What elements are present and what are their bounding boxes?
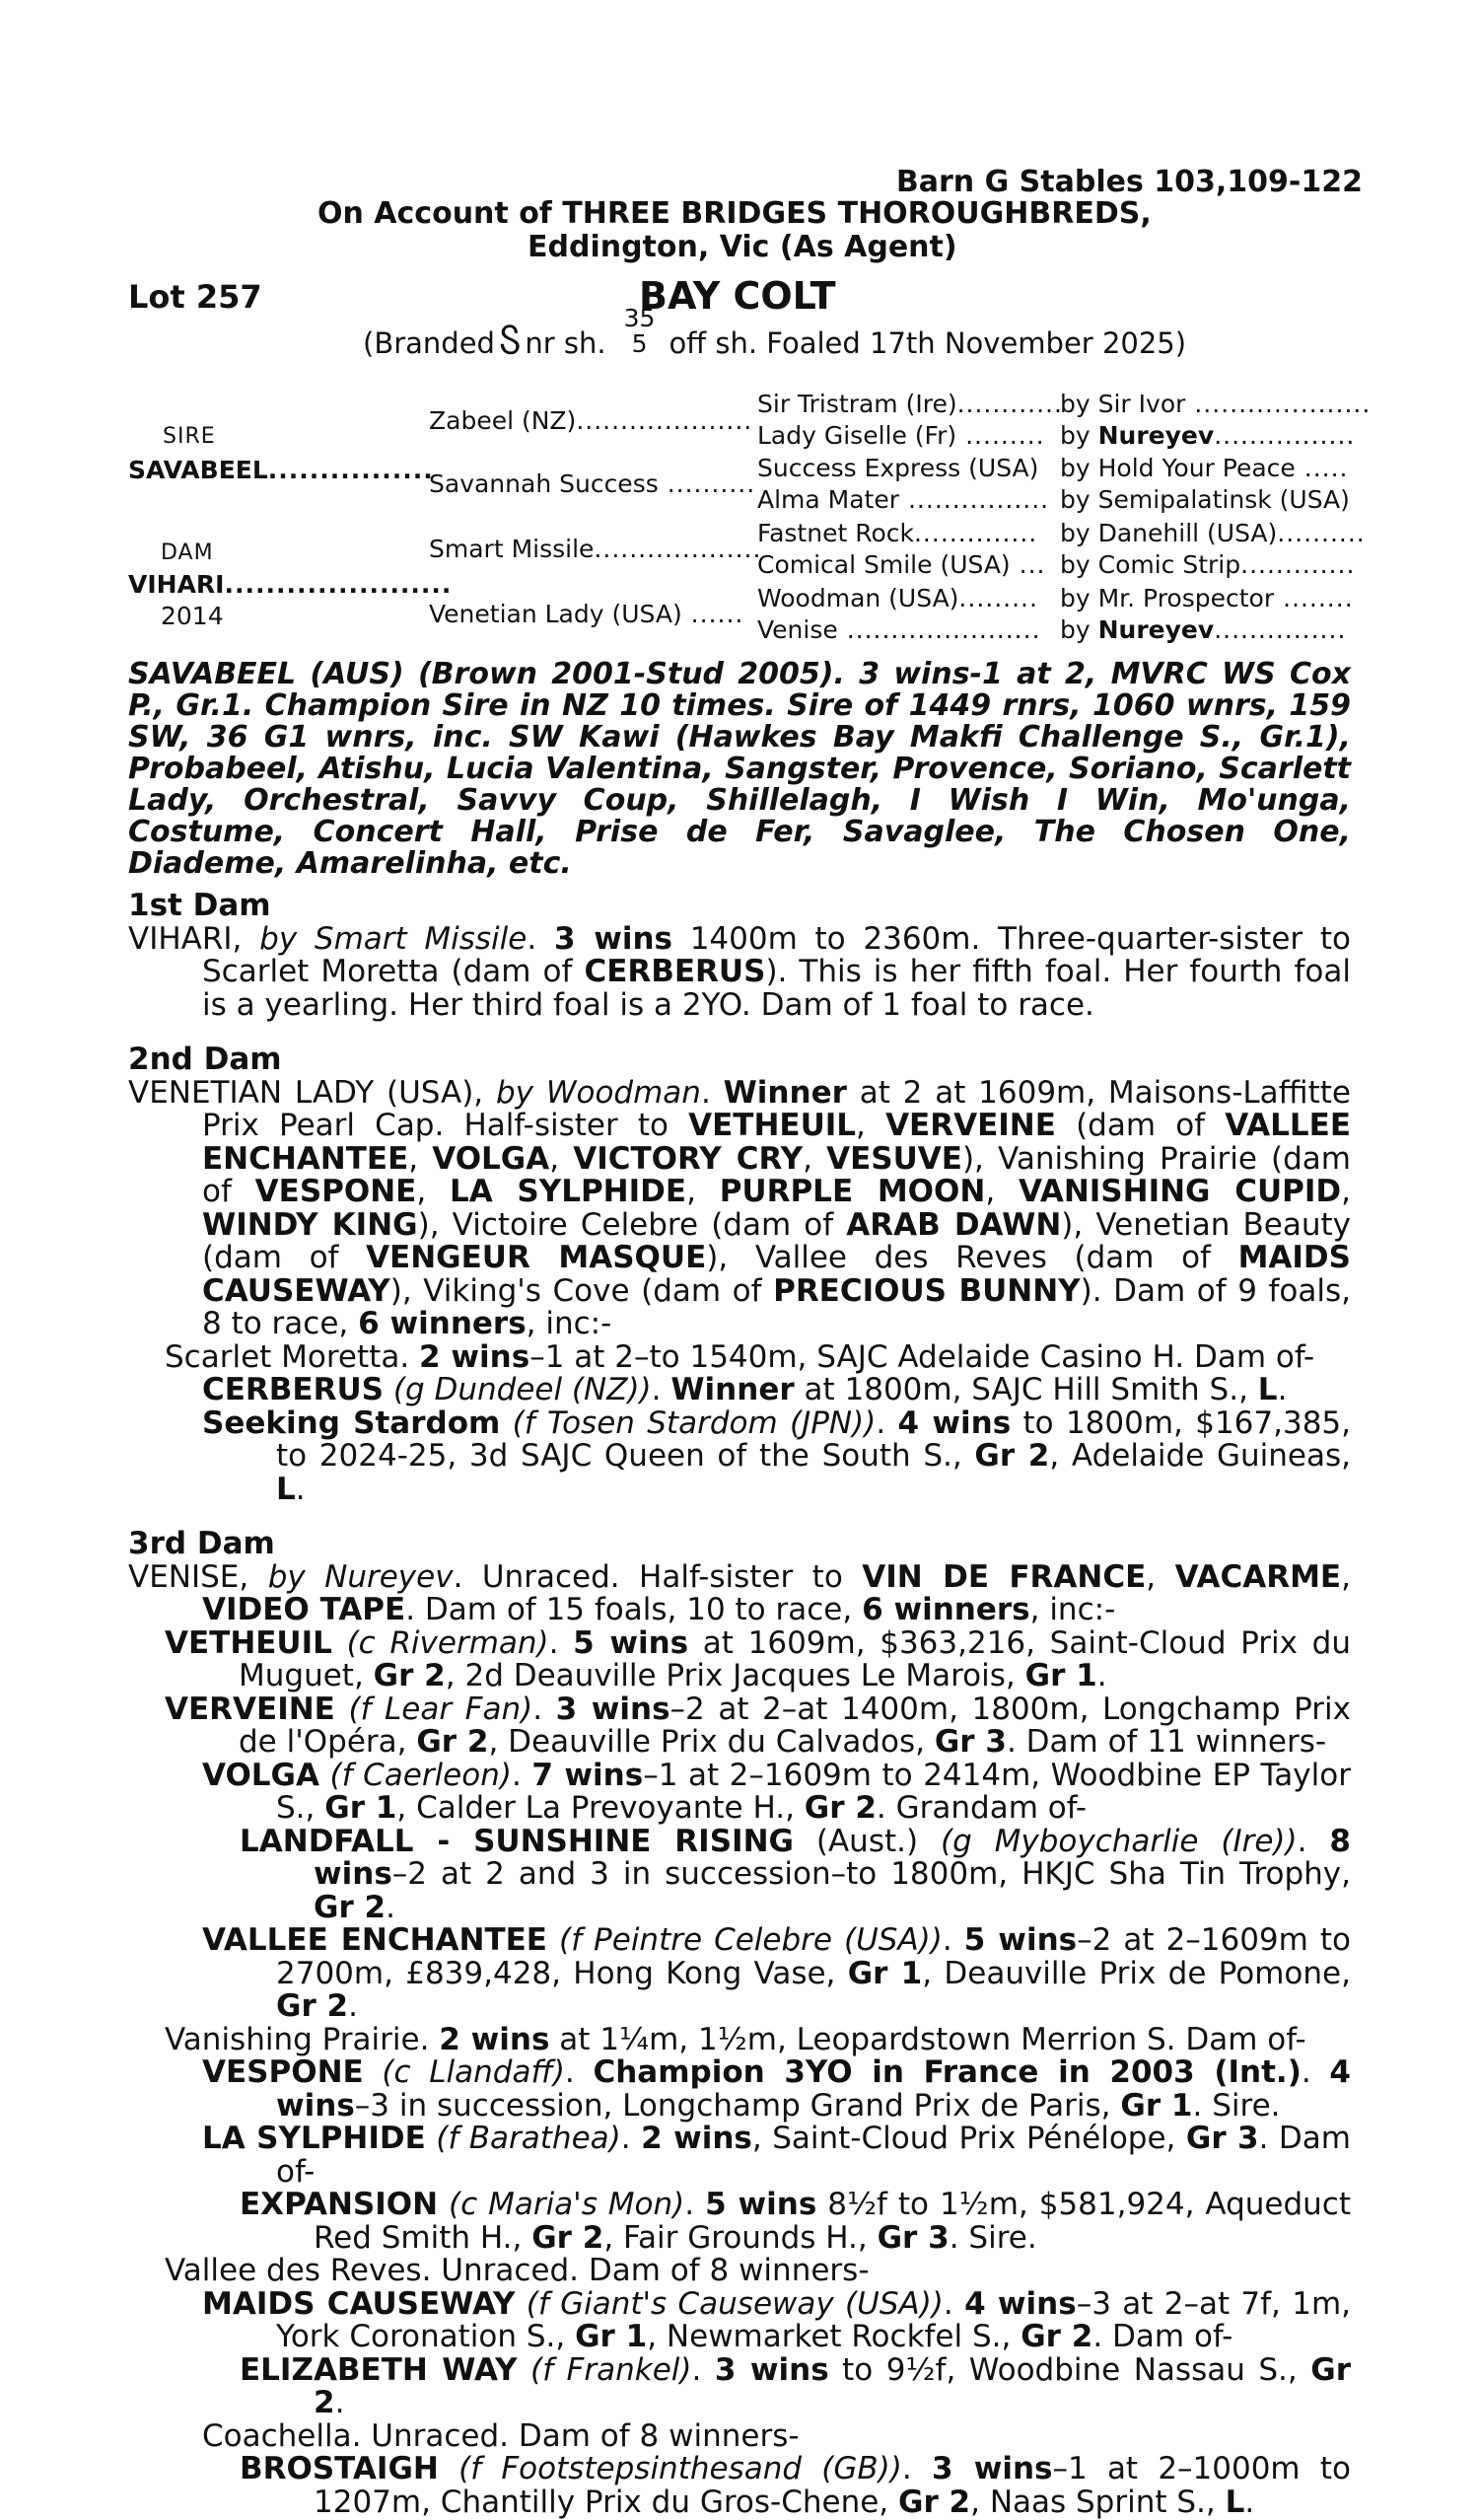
vespone-entry: VESPONE (c Llandaff). Champion 3YO in France in 2003 (Int.). 4 wins–3 in succession, Longchamp Grand Prix de Paris, Gr 1. Sire. xyxy=(202,2054,1351,2124)
first-dam-text: VIHARI, by Smart Missile. 3 wins 1400m to 2360m. Three-quarter-sister to Scarlet Moretta (dam of CERBERUS). This is her fifth foal. Her fourth foal is a yearling. Her third foal is a 2YO. Dam of 1 foal to race. xyxy=(128,920,1352,1023)
cerberus-entry: CERBERUS (g Dundeel (NZ)). Winner at 1800m, SAJC Hill Smith S., L. xyxy=(202,1372,1288,1407)
gen3-5: Fastnet Rock.............. xyxy=(757,519,1038,547)
gen3-6-by: by Comic Strip............. xyxy=(1060,550,1356,579)
sire-summary: SAVABEEL (AUS) (Brown 2001-Stud 2005). 3 wins-1 at 2, MVRC WS Cox P., Gr.1. Champion Sire in NZ 10 times. Sire of 1449 rnrs, 1060 wnrs, 159 SW, 36 G1 wnrs, inc. SW Kawi (Hawkes Bay Makfi Challenge S., Gr.1), Probabeel, Atishu, Lucia Valentina, Sangster, Provence, Soriano, Scarlett Lady, Orchestral, Savvy Coup, Shillelagh, I Wish I Win, Mo'unga, Costume, Concert Hall, Prise de Fer, Savaglee, The Chosen One, Diademe, Amarelinha, etc. xyxy=(128,657,1351,881)
gen3-2: Lady Giselle (Fr) ......... xyxy=(757,421,1045,450)
gen3-8-by: by Nureyev............... xyxy=(1060,615,1347,644)
granddam-sire-side: Savannah Success .......... xyxy=(429,469,756,498)
brand-pre: (Branded xyxy=(363,326,495,360)
gen3-4-by: by Semipalatinsk (USA) xyxy=(1060,485,1350,514)
gen3-3: Success Express (USA) xyxy=(757,454,1039,482)
vendor-location-text: Eddington, Vic (As Agent) xyxy=(528,230,957,264)
brand-mid: nr sh. xyxy=(525,326,606,360)
brand-denominator: 5 xyxy=(631,329,648,358)
brand-line xyxy=(363,304,1187,363)
gen3-7: Woodman (USA)......... xyxy=(757,584,1038,612)
gen3-7-by: by Mr. Prospector ........ xyxy=(1060,584,1354,612)
gen3-5-by: by Danehill (USA).......... xyxy=(1060,519,1366,547)
sire-label: SIRE xyxy=(163,424,216,449)
dam-year: 2014 xyxy=(161,602,224,630)
brand-fraction xyxy=(624,306,656,357)
volga-entry: VOLGA (f Caerleon). 7 wins–1 at 2–1609m to 2414m, Woodbine EP Taylor S., Gr 1, Calder La Prevoyante H., Gr 2. Grandam of- xyxy=(202,1757,1351,1826)
elizabeth-way-entry: ELIZABETH WAY (f Frankel). 3 wins to 9½f, Woodbine Nassau S., Gr 2. xyxy=(240,2351,1351,2420)
catalogue-body xyxy=(128,659,1351,2519)
sire-name: SAVABEEL................ xyxy=(128,456,434,484)
gen3-8: Venise ...................... xyxy=(757,615,1041,644)
lot-number: Lot 257 xyxy=(128,278,262,316)
granddam-dam-side: Venetian Lady (USA) ...... xyxy=(429,600,744,628)
first-dam-heading: 1st Dam xyxy=(128,888,271,923)
third-dam-heading: 3rd Dam xyxy=(128,1526,275,1561)
second-dam-heading: 2nd Dam xyxy=(128,1042,282,1077)
vanishing-prairie-entry: Vanishing Prairie. 2 wins at 1¼m, 1½m, Leopardstown Merrion S. Dam of- xyxy=(165,2021,1306,2057)
gen3-1: Sir Tristram (Ire)............ xyxy=(757,390,1063,418)
brostaigh-entry: BROSTAIGH (f Footstepsinthesand (GB)). 3 wins–1 at 2–1000m to 1207m, Chantilly Prix du Gros-Chene, Gr 2, Naas Sprint S., L. xyxy=(240,2451,1351,2520)
dam-name: VIHARI...................... xyxy=(128,570,453,599)
scarlet-moretta-entry: Scarlet Moretta. 2 wins–1 at 2–to 1540m, SAJC Adelaide Casino H. Dam of- xyxy=(165,1338,1315,1375)
expansion-entry: EXPANSION (c Maria's Mon). 5 wins 8½f to 1½m, $581,924, Aqueduct Red Smith H., Gr 2, Fair Grounds H., Gr 3. Sire. xyxy=(240,2187,1352,2256)
gen3-1-by: by Sir Ivor .................... xyxy=(1060,390,1372,418)
gen3-2-by: by Nureyev................ xyxy=(1060,421,1356,450)
gen3-3-by: by Hold Your Peace ..... xyxy=(1060,454,1349,482)
third-dam-text: VENISE, by Nureyev. Unraced. Half-sister to VIN DE FRANCE, VACARME, VIDEO TAPE. Dam of 15 foals, 10 to race, 6 winners, inc:- xyxy=(128,1558,1351,1627)
vetheuil-entry: VETHEUIL (c Riverman). 5 wins at 1609m, $363,216, Saint-Cloud Prix du Muguet, Gr 2, 2d Deauville Prix Jacques Le Marois, Gr 1. xyxy=(165,1624,1351,1693)
barn-text: Barn G Stables 103,109-122 xyxy=(895,165,1363,199)
dam-label: DAM xyxy=(161,540,214,565)
coachella-entry: Coachella. Unraced. Dam of 8 winners- xyxy=(202,2417,800,2454)
grandsire: Zabeel (NZ).................... xyxy=(429,406,753,435)
vallee-enchantee-entry: VALLEE ENCHANTEE (f Peintre Celebre (USA)). 5 wins–2 at 2–1609m to 2700m, £839,428, Hong Kong Vase, Gr 1, Deauville Prix de Pomone, Gr 2. xyxy=(202,1922,1351,2024)
second-dam-text: VENETIAN LADY (USA), by Woodman. Winner at 2 at 1609m, Maisons-Laffitte Prix Pearl Cap. Half-sister to VETHEUIL, VERVEINE (dam of VALLEE ENCHANTEE, VOLGA, VICTORY CRY, VESUVE), Vanishing Prairie (dam of VESPONE, LA SYLPHIDE, PURPLE MOON, VANISHING CUPID, WINDY KING), Victoire Celebre (dam of ARAB DAWN), Venetian Beauty (dam of VENGEUR MASQUE), Vallee des Reves (dam of MAIDS CAUSEWAY), Viking's Cove (dam of PRECIOUS BUNNY). Dam of 9 foals, 8 to race, 6 winners, inc:- xyxy=(128,1074,1351,1341)
brand-numerator: 35 xyxy=(623,304,656,332)
maids-causeway-entry: MAIDS CAUSEWAY (f Giant's Causeway (USA)). 4 wins–3 at 2–at 7f, 1m, York Coronation S., Gr 1, Newmarket Rockfel S., Gr 2. Dam of- xyxy=(202,2285,1352,2354)
la-sylphide-entry: LA SYLPHIDE (f Barathea). 2 wins, Saint-Cloud Prix Pénélope, Gr 3. Dam of- xyxy=(202,2121,1351,2190)
brand-mark-icon: Ⴝ xyxy=(498,323,522,363)
brand-post: off sh. Foaled 17th November 2025) xyxy=(669,326,1187,360)
verveine-entry: VERVEINE (f Lear Fan). 3 wins–2 at 2–at 1400m, 1800m, Longchamp Prix de l'Opéra, Gr 2, Deauville Prix du Calvados, Gr 3. Dam of 11 winners- xyxy=(165,1691,1351,1760)
vallee-des-reves-entry: Vallee des Reves. Unraced. Dam of 8 winners- xyxy=(165,2253,870,2288)
gen3-4: Alma Mater ................ xyxy=(757,485,1050,514)
seeking-stardom-entry: Seeking Stardom (f Tosen Stardom (JPN)). 4 wins to 1800m, $167,385, to 2024-25, 3d SAJC Queen of the South S., Gr 2, Adelaide Guineas, L. xyxy=(202,1404,1351,1507)
landfall-entry: LANDFALL - SUNSHINE RISING (Aust.) (g Myboycharlie (Ire)). 8 wins–2 at 2 and 3 in succession–to 1800m, HKJC Sha Tin Trophy, Gr 2. xyxy=(240,1823,1351,1925)
gen3-6: Comical Smile (USA) ... xyxy=(757,550,1046,579)
lot-title: BAY COLT xyxy=(639,274,836,318)
vendor-text: On Account of THREE BRIDGES THOROUGHBREDS, xyxy=(317,196,1152,231)
grandsire-dam-side: Smart Missile................... xyxy=(429,535,762,563)
